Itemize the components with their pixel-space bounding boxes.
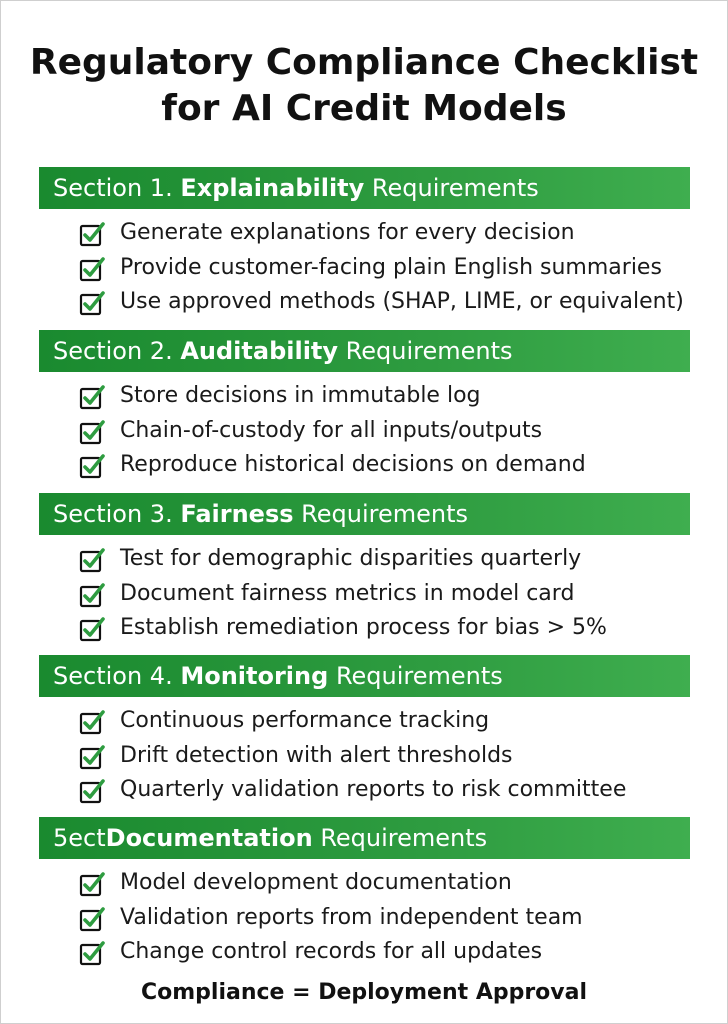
checked-box-icon <box>79 709 105 735</box>
checklist-item-text: Drift detection with alert thresholds <box>120 742 513 768</box>
section-header <box>39 493 690 535</box>
checklist-item-text: Document fairness metrics in model card <box>120 580 575 606</box>
checked-box-icon <box>79 419 105 445</box>
section-prefix: Section 3. <box>53 500 181 528</box>
checklist-item <box>39 611 690 646</box>
section-header <box>39 330 690 372</box>
section-suffix: Requirements <box>338 337 513 365</box>
checked-box-icon <box>79 547 105 573</box>
section-header <box>39 817 690 859</box>
checklist-item <box>39 251 690 286</box>
section-prefix: Section 1. <box>53 174 181 202</box>
section-documentation <box>39 817 690 970</box>
checked-box-icon <box>79 453 105 479</box>
checklist-item-text: Reproduce historical decisions on demand <box>120 452 586 477</box>
checklist-item <box>39 216 690 251</box>
page-title <box>0 40 728 132</box>
checklist-item-text: Chain-of-custody for all inputs/outputs <box>120 417 543 443</box>
checked-box-icon <box>79 256 105 282</box>
title-line-1: Regulatory Compliance Checklist <box>29 42 699 83</box>
checklist-item <box>39 739 690 774</box>
checklist-item <box>39 901 690 936</box>
section-bold-label: Explainability <box>180 174 365 202</box>
section-auditability <box>39 330 690 483</box>
section-fairness <box>39 493 690 646</box>
checked-box-icon <box>79 290 105 316</box>
checked-box-icon <box>79 221 105 247</box>
checklist-item <box>39 448 690 483</box>
checklist-item-text: Test for demographic disparities quarterly <box>120 546 582 571</box>
checklist-item <box>39 379 690 414</box>
checklist-item-text: Quarterly validation reports to risk committee <box>120 777 627 802</box>
section-prefix: Section 4. <box>53 662 181 690</box>
section-monitoring <box>39 655 690 808</box>
checked-box-icon <box>79 940 105 966</box>
checklist-item <box>39 414 690 449</box>
checklist-item <box>39 285 690 320</box>
checklist-item <box>39 542 690 577</box>
footer-note: Compliance = Deployment Approval <box>140 980 588 1005</box>
checklist-item <box>39 935 690 970</box>
checklist-item-text: Use approved methods (SHAP, LIME, or equivalent) <box>120 289 684 314</box>
section-bold-label: Fairness <box>180 500 294 528</box>
section-header <box>39 167 690 209</box>
checklist-item-text: Establish remediation process for bias > 5% <box>120 615 607 640</box>
checklist-item-text: Change control records for all updates <box>120 939 543 964</box>
section-explainability <box>39 167 690 320</box>
checked-box-icon <box>79 384 105 410</box>
section-bold-label: Monitoring <box>180 662 329 690</box>
checklist-item-text: Validation reports from independent team <box>120 904 583 930</box>
section-prefix: 5ect <box>53 824 106 852</box>
section-suffix: Requirements <box>312 824 488 852</box>
section-suffix: Requirements <box>364 174 539 202</box>
section-prefix: Section 2. <box>53 337 181 365</box>
checklist-item <box>39 704 690 739</box>
checklist-item-text: Store decisions in immutable log <box>120 383 481 408</box>
section-header <box>39 655 690 697</box>
checklist-item <box>39 773 690 808</box>
checked-box-icon <box>79 616 105 642</box>
checked-box-icon <box>79 582 105 608</box>
checked-box-icon <box>79 871 105 897</box>
checklist-item-text: Generate explanations for every decision <box>120 220 575 245</box>
checklist-item-text: Provide customer-facing plain English summaries <box>120 254 662 280</box>
checklist-item-text: Continuous performance tracking <box>120 708 490 733</box>
section-bold-label: Auditability <box>180 337 339 365</box>
checked-box-icon <box>79 778 105 804</box>
checklist-item-text: Model development documentation <box>120 870 512 895</box>
checked-box-icon <box>79 744 105 770</box>
section-suffix: Requirements <box>293 500 468 528</box>
checklist-item <box>39 577 690 612</box>
section-suffix: Requirements <box>328 662 503 690</box>
checklist-item <box>39 866 690 901</box>
checked-box-icon <box>79 906 105 932</box>
section-bold-label: Documentation <box>105 824 313 852</box>
title-line-2: for AI Credit Models <box>161 88 567 129</box>
